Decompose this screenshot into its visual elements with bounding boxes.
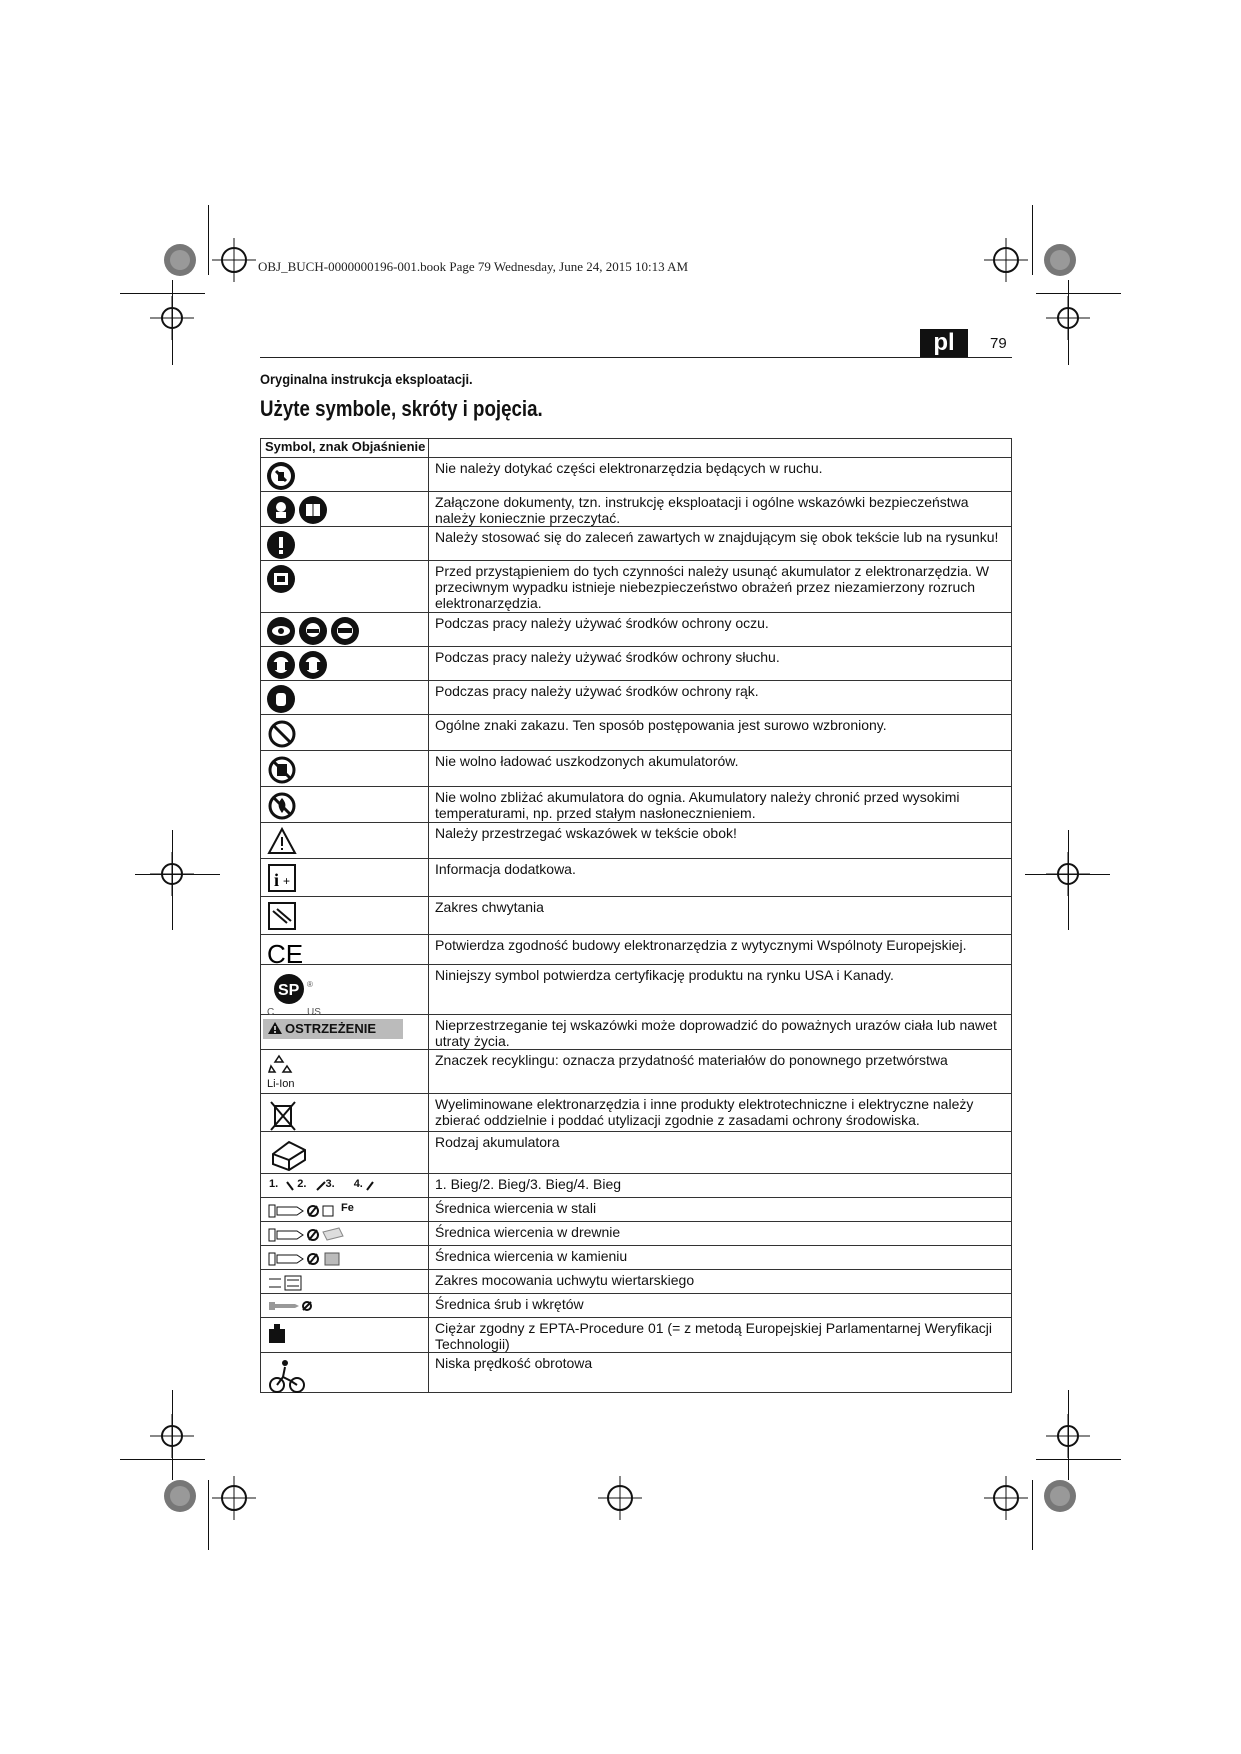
symbol-cell	[261, 1270, 429, 1294]
explanation-cell: 1. Bieg/2. Bieg/3. Bieg/4. Bieg	[429, 1174, 1012, 1198]
explanation-cell: Rodzaj akumulatora	[429, 1132, 1012, 1174]
crop-line	[1025, 874, 1110, 875]
read-manual-icon	[267, 496, 327, 524]
hand-protection-icon	[267, 685, 295, 713]
grip-area-icon	[267, 901, 297, 931]
screw-diameter-icon	[267, 1298, 317, 1314]
svg-text:US: US	[307, 1007, 321, 1017]
table-row	[261, 1050, 1012, 1094]
crop-line	[172, 830, 173, 930]
symbol-cell	[261, 458, 429, 492]
explanation-cell: Potwierdza zgodność budowy elektronarzędzia z wytycznymi Wspólnoty Europejskiej.	[429, 935, 1012, 965]
symbol-cell	[261, 1294, 429, 1318]
no-touch-icon	[267, 462, 295, 490]
registration-mark-icon	[212, 238, 256, 282]
crop-line	[1068, 280, 1069, 365]
warning-triangle-icon	[267, 827, 297, 855]
symbol-cell	[261, 751, 429, 787]
symbol-cell	[261, 1318, 429, 1353]
remove-battery-icon	[267, 565, 295, 593]
explanation-cell: Nie wolno ładować uszkodzonych akumulatorów.	[429, 751, 1012, 787]
weight-icon	[267, 1322, 287, 1344]
table-row	[261, 897, 1012, 935]
svg-text:SP: SP	[278, 982, 300, 999]
table-row	[261, 935, 1012, 965]
doc-subtitle: Oryginalna instrukcja eksploatacji.	[260, 371, 473, 387]
registration-mark-icon	[212, 1476, 256, 1520]
table-row	[261, 1270, 1012, 1294]
symbol-cell	[261, 1015, 429, 1050]
page-number: 79	[990, 335, 1007, 352]
table-row	[261, 1318, 1012, 1353]
symbol-cell	[261, 1094, 429, 1132]
symbol-cell	[261, 681, 429, 715]
explanation-cell: Zakres chwytania	[429, 897, 1012, 935]
table-row	[261, 859, 1012, 897]
table-row	[261, 1198, 1012, 1222]
explanation-cell: Należy przestrzegać wskazówek w tekście obok!	[429, 823, 1012, 859]
explanation-cell: Znaczek recyklingu: oznacza przydatność materiałów do ponownego przetwórstwa	[429, 1050, 1012, 1094]
symbol-cell	[261, 1132, 429, 1174]
svg-text:C: C	[267, 1007, 275, 1017]
column-header	[429, 439, 1012, 458]
crop-line	[135, 874, 220, 875]
table-row	[261, 681, 1012, 715]
symbol-cell	[261, 1174, 429, 1198]
explanation-cell: Podczas pracy należy używać środków ochrony słuchu.	[429, 647, 1012, 681]
low-speed-icon	[267, 1357, 307, 1395]
crop-line	[208, 1480, 209, 1550]
crop-line	[208, 205, 209, 275]
crop-mark-icon	[160, 1476, 200, 1516]
crop-line	[172, 280, 173, 365]
crop-mark-icon	[1040, 1476, 1080, 1516]
explanation-cell: Podczas pracy należy używać środków ochrony rąk.	[429, 681, 1012, 715]
table-row	[261, 561, 1012, 613]
explanation-cell: Wyeliminowane elektronarzędzia i inne produkty elektrotechniczne i elektryczne należy zbierać oddzielnie i poddać utylizacji zgodnie z zasadami ochrony środowiska.	[429, 1094, 1012, 1132]
table-row	[261, 1353, 1012, 1393]
crop-line	[1032, 205, 1033, 275]
symbol-cell	[261, 859, 429, 897]
recycling-icon	[267, 1054, 303, 1080]
ear-protection-icon	[267, 651, 327, 679]
explanation-cell: Średnica wiercenia w drewnie	[429, 1222, 1012, 1246]
table-row	[261, 787, 1012, 823]
symbol-cell	[261, 613, 429, 647]
symbols-table	[260, 438, 1012, 1393]
explanation-cell: Średnica wiercenia w kamieniu	[429, 1246, 1012, 1270]
table-row	[261, 1222, 1012, 1246]
table-row	[261, 647, 1012, 681]
drill-masonry-icon	[267, 1250, 347, 1268]
explanation-cell: Nie wolno zbliżać akumulatora do ognia. Akumulatory należy chronić przed wysokimi temperaturami, np. przed stałym nasłonecznieniem.	[429, 787, 1012, 823]
table-row	[261, 823, 1012, 859]
explanation-cell: Należy stosować się do zaleceń zawartych w znajdującym się obok tekście lub na rysunku!	[429, 527, 1012, 561]
page-title: Użyte symbole, skróty i pojęcia.	[260, 396, 543, 421]
symbol-cell	[261, 1198, 429, 1222]
symbol-cell	[261, 527, 429, 561]
crop-mark-icon	[1040, 240, 1080, 280]
table-row	[261, 751, 1012, 787]
table-row	[261, 1132, 1012, 1174]
drill-steel-icon	[267, 1202, 337, 1220]
svg-text:CE: CE	[267, 939, 303, 967]
registration-mark-icon	[984, 238, 1028, 282]
table-row	[261, 527, 1012, 561]
explanation-cell: Załączone dokumenty, tzn. instrukcję eksploatacji i ogólne wskazówki bezpieczeństwa należy koniecznie przeczytać.	[429, 492, 1012, 527]
crop-mark-icon	[160, 240, 200, 280]
explanation-cell: Informacja dodatkowa.	[429, 859, 1012, 897]
svg-text:®: ®	[307, 980, 313, 989]
symbol-cell	[261, 965, 429, 1015]
table-row	[261, 458, 1012, 492]
symbol-cell	[261, 897, 429, 935]
symbol-cell	[261, 647, 429, 681]
table-header	[261, 439, 1012, 458]
explanation-cell: Niniejszy symbol potwierdza certyfikację produktu na rynku USA i Kanady.	[429, 965, 1012, 1015]
ce-mark-icon	[267, 939, 303, 967]
csa-mark-icon	[267, 969, 327, 1017]
symbol-label: 1. 2. 3. 4.	[269, 1178, 363, 1190]
crop-line	[172, 1390, 173, 1480]
prohibition-icon	[267, 719, 297, 749]
symbol-cell	[261, 492, 429, 527]
symbol-cell	[261, 823, 429, 859]
no-charge-damaged-icon	[267, 755, 297, 785]
table-row	[261, 1094, 1012, 1132]
symbol-cell	[261, 1353, 429, 1393]
crop-line	[120, 293, 205, 294]
table-row	[261, 1174, 1012, 1198]
registration-mark-icon	[984, 1476, 1028, 1520]
chuck-range-icon	[267, 1274, 307, 1292]
explanation-cell: Przed przystąpieniem do tych czynności należy usunąć akumulator z elektronarzędzia. W przeciwnym wypadku istnieje niebezpieczeństwo obrażeń przez niezamierzony rozruch elektronarzędzia.	[429, 561, 1012, 613]
explanation-cell: Nie należy dotykać części elektronarzędzia będących w ruchu.	[429, 458, 1012, 492]
crop-line	[1032, 1480, 1033, 1550]
battery-type-icon	[267, 1136, 311, 1174]
header-rule	[260, 357, 1012, 358]
crop-line	[1036, 1459, 1121, 1460]
table-row	[261, 1294, 1012, 1318]
crop-line	[1068, 830, 1069, 930]
symbol-cell	[261, 561, 429, 613]
symbol-cell	[261, 1050, 429, 1094]
table-row	[261, 965, 1012, 1015]
warning-label-icon	[263, 1019, 403, 1039]
explanation-cell: Średnica wiercenia w stali	[429, 1198, 1012, 1222]
table-row	[261, 1246, 1012, 1270]
crop-line	[1068, 1390, 1069, 1480]
table-row	[261, 613, 1012, 647]
explanation-cell: Niska prędkość obrotowa	[429, 1353, 1012, 1393]
symbol-label: Fe	[341, 1202, 354, 1214]
exclamation-icon	[267, 531, 295, 559]
explanation-cell: Zakres mocowania uchwytu wiertarskiego	[429, 1270, 1012, 1294]
column-header: Symbol, znak Objaśnienie	[261, 439, 429, 458]
explanation-cell: Podczas pracy należy używać środków ochrony oczu.	[429, 613, 1012, 647]
book-header: OBJ_BUCH-0000000196-001.book Page 79 Wednesday, June 24, 2015 10:13 AM	[258, 259, 689, 274]
info-icon	[267, 863, 297, 893]
svg-text:i: i	[274, 870, 280, 890]
drill-wood-icon	[267, 1226, 347, 1244]
eye-protection-icon	[267, 617, 359, 645]
explanation-cell: Ogólne znaki zakazu. Ten sposób postępowania jest surowo wzbroniony.	[429, 715, 1012, 751]
symbol-cell	[261, 1222, 429, 1246]
symbol-label: Li-Ion	[267, 1078, 295, 1090]
language-badge: pl	[920, 329, 968, 358]
crop-line	[120, 1459, 205, 1460]
symbol-cell	[261, 787, 429, 823]
crop-line	[1036, 293, 1121, 294]
no-fire-icon	[267, 791, 297, 821]
explanation-cell: Ciężar zgodny z EPTA-Procedure 01 (= z metodą Europejskiej Parlamentarnej Weryfikacji Technologii)	[429, 1318, 1012, 1353]
table-row	[261, 715, 1012, 751]
table-row	[261, 1015, 1012, 1050]
weee-bin-icon	[267, 1098, 299, 1132]
registration-mark-icon	[598, 1476, 642, 1520]
svg-text:+: +	[283, 874, 291, 888]
symbol-cell	[261, 1246, 429, 1270]
symbol-cell	[261, 715, 429, 751]
symbol-cell	[261, 935, 429, 965]
explanation-cell: Nieprzestrzeganie tej wskazówki może doprowadzić do poważnych urazów ciała lub nawet utraty życia.	[429, 1015, 1012, 1050]
table-row	[261, 492, 1012, 527]
explanation-cell: Średnica śrub i wkrętów	[429, 1294, 1012, 1318]
warning-label-text: OSTRZEŻENIE	[285, 1021, 377, 1036]
